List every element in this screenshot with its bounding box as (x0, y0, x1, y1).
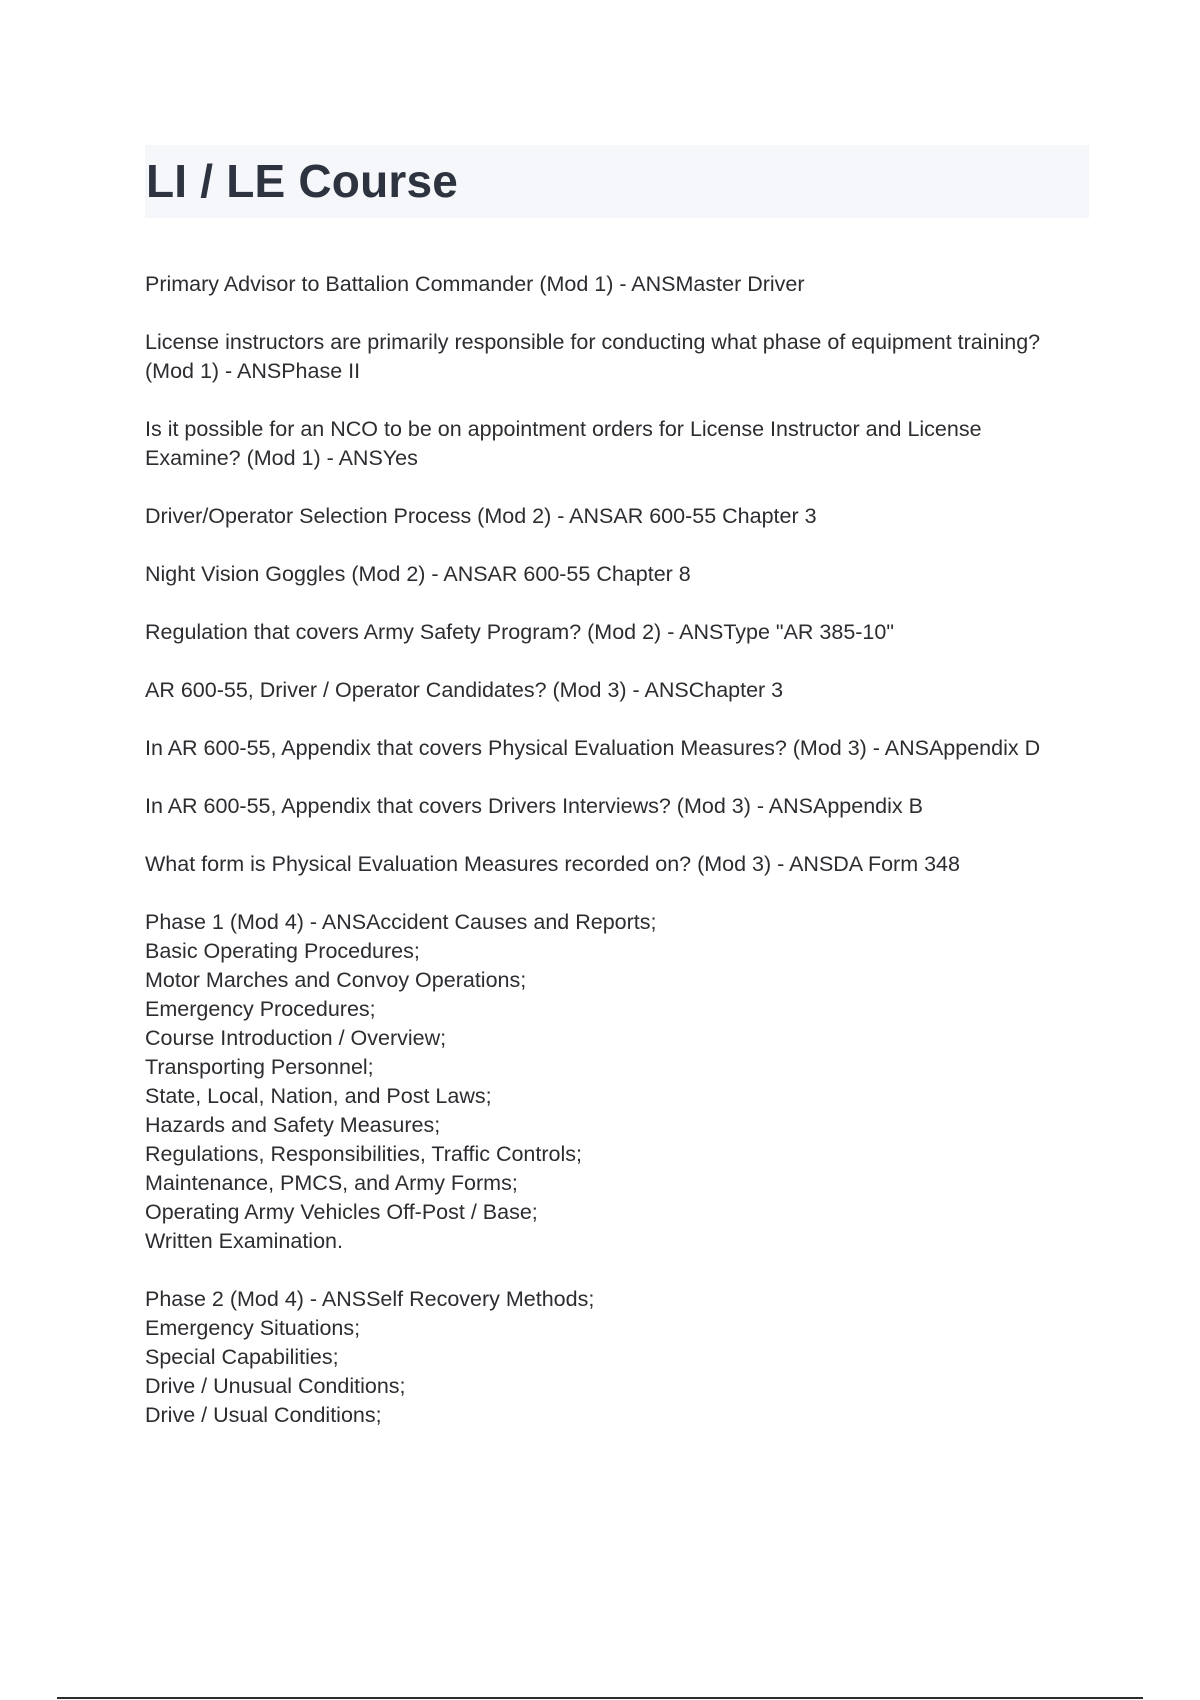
page-title: LI / LE Course (146, 155, 459, 207)
qa-list (145, 270, 1095, 1459)
qa-item: In AR 600-55, Appendix that covers Drivers Interviews? (Mod 3) - ANSAppendix B (145, 794, 923, 818)
title-banner (145, 145, 1089, 218)
qa-item: Primary Advisor to Battalion Commander (Mod 1) - ANSMaster Driver (145, 272, 805, 296)
qa-item: In AR 600-55, Appendix that covers Physical Evaluation Measures? (Mod 3) - ANSAppendix D (145, 736, 1041, 760)
qa-item: Regulation that covers Army Safety Program? (Mod 2) - ANSType "AR 385-10" (145, 620, 894, 644)
qa-item: Phase 2 (Mod 4) - ANSSelf Recovery Methods; Emergency Situations; Special Capabilities; Drive / Unusual Conditions; Drive / Usual Conditions; (145, 1287, 595, 1427)
qa-item: Phase 1 (Mod 4) - ANSAccident Causes and Reports; Basic Operating Procedures; Motor Marches and Convoy Operations; Emergency Procedures; Course Introduction / Overview; Transporting Personnel; State, Local, Nation, and Post Laws; Hazards and Safety Measures; Regulations, Responsibilities, Traffic Controls; Maintenance, PMCS, and Army Forms; Operating Army Vehicles Off-Post / Base; Written Examination. (145, 910, 657, 1253)
qa-item: Is it possible for an NCO to be on appointment orders for License Instructor and License Examine? (Mod 1) - ANSYes (145, 417, 982, 470)
footer-divider (57, 1697, 1143, 1699)
qa-item: Driver/Operator Selection Process (Mod 2) - ANSAR 600-55 Chapter 3 (145, 504, 817, 528)
qa-item: License instructors are primarily responsible for conducting what phase of equipment training? (Mod 1) - ANSPhase II (145, 330, 1041, 383)
qa-item: What form is Physical Evaluation Measures recorded on? (Mod 3) - ANSDA Form 348 (145, 852, 960, 876)
qa-item: AR 600-55, Driver / Operator Candidates? (Mod 3) - ANSChapter 3 (145, 678, 784, 702)
qa-item: Night Vision Goggles (Mod 2) - ANSAR 600-55 Chapter 8 (145, 562, 691, 586)
